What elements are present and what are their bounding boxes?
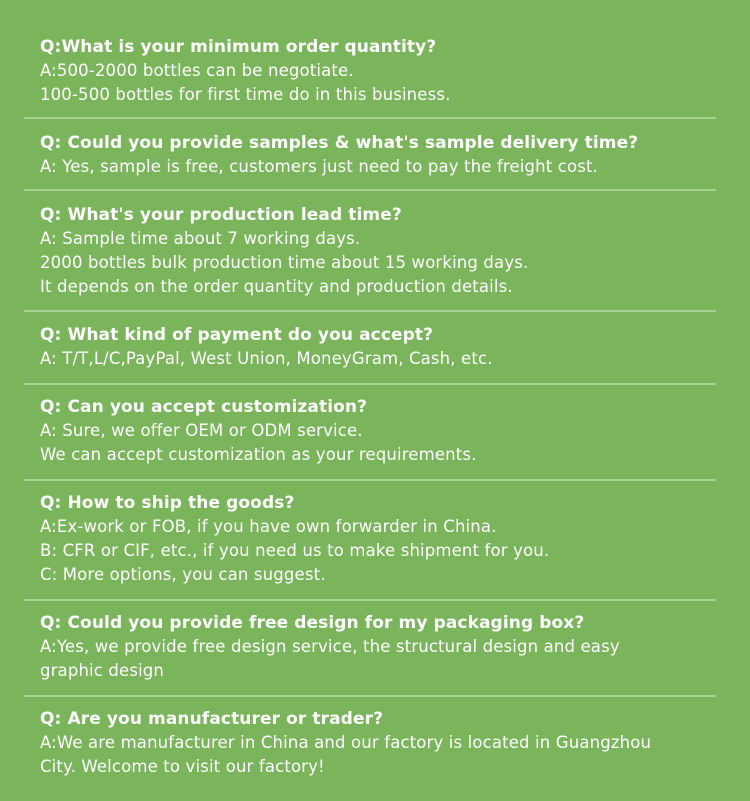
faq-item [40, 707, 720, 779]
faq-question: Q: Are you manufacturer or trader? [40, 709, 384, 729]
divider [24, 695, 716, 697]
faq-item [40, 203, 720, 299]
faq-item [40, 611, 720, 683]
divider [24, 189, 716, 191]
faq-answer: A: Sure, we offer OEM or ODM service. We can accept customization as your requirements. [40, 421, 477, 464]
faq-answer: A: Sample time about 7 working days. 2000 bottles bulk production time about 15 working days. It depends on the order quantity and production details. [40, 229, 529, 296]
faq-item [40, 323, 720, 371]
faq-answer: A: Yes, sample is free, customers just need to pay the freight cost. [40, 157, 598, 176]
faq-question: Q: Can you accept customization? [40, 397, 368, 417]
faq-item [40, 395, 720, 467]
faq-item [40, 131, 720, 179]
faq-item [40, 35, 720, 107]
faq-answer: A:We are manufacturer in China and our factory is located in Guangzhou City. Welcome to visit our factory! [40, 733, 652, 776]
divider [24, 479, 716, 481]
divider [24, 117, 716, 119]
faq-answer: A:Yes, we provide free design service, the structural design and easy graphic design [40, 637, 620, 680]
faq-answer: A:Ex-work or FOB, if you have own forwarder in China. B: CFR or CIF, etc., if you need us to make shipment for you. C: More options, you can suggest. [40, 517, 550, 584]
faq-answer: A: T/T,L/C,PayPal, West Union, MoneyGram, Cash, etc. [40, 349, 493, 368]
faq-question: Q: Could you provide free design for my packaging box? [40, 613, 585, 633]
faq-question: Q: What kind of payment do you accept? [40, 325, 434, 345]
faq-answer: A:500-2000 bottles can be negotiate. 100-500 bottles for first time do in this business. [40, 61, 451, 104]
faq-item [40, 491, 720, 587]
faq-question: Q:What is your minimum order quantity? [40, 37, 437, 57]
divider [24, 383, 716, 385]
faq-question: Q: Could you provide samples & what's sample delivery time? [40, 133, 639, 153]
faq-question: Q: What's your production lead time? [40, 205, 402, 225]
divider [24, 599, 716, 601]
divider [24, 310, 716, 312]
faq-question: Q: How to ship the goods? [40, 493, 295, 513]
